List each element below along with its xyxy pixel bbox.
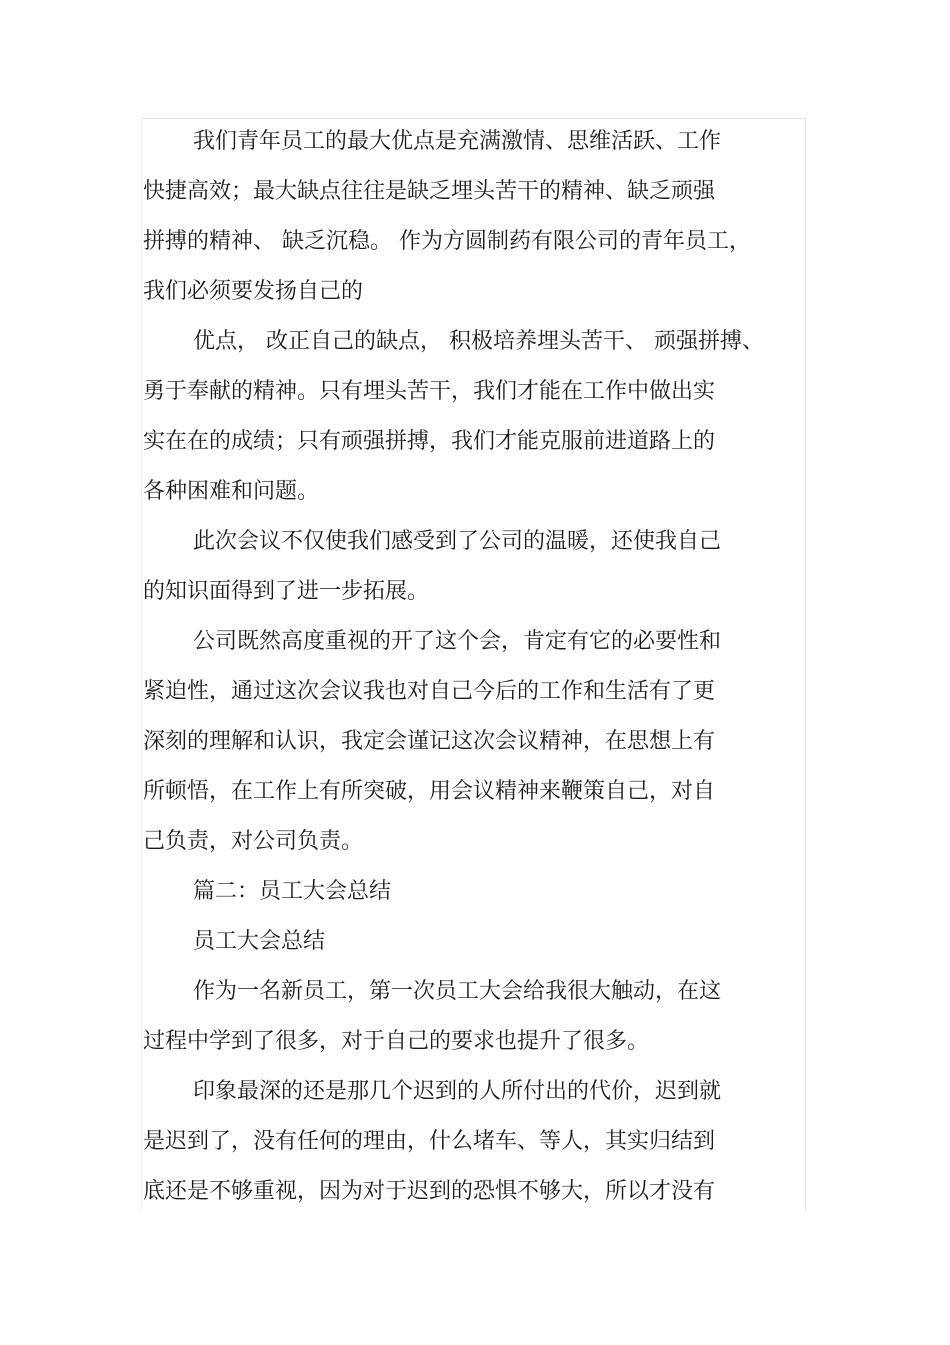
text-line: 优点， 改正自己的缺点， 积极培养埋头苦干、 顽强拼搏、 — [193, 329, 764, 354]
text-line: 印象最深的还是那几个迟到的人所付出的代价，迟到就 — [193, 1079, 722, 1104]
text-line: 紧迫性，通过这次会议我也对自己今后的工作和生活有了更 — [143, 679, 716, 704]
text-line: 己负责，对公司负责。 — [143, 829, 364, 854]
text-line: 此次会议不仅使我们感受到了公司的温暖，还使我自己 — [193, 529, 722, 554]
text-line: 过程中学到了很多，对于自己的要求也提升了很多。 — [143, 1029, 650, 1054]
text-line: 我们必须要发扬自己的 — [143, 279, 364, 304]
text-line: 是迟到了，没有任何的理由，什么堵车、等人，其实归结到 — [143, 1129, 716, 1154]
text-line: 拼搏的精神、 缺乏沉稳。 作为方圆制药有限公司的青年员工， — [143, 229, 751, 254]
text-line: 深刻的理解和认识，我定会谨记这次会议精神，在思想上有 — [143, 729, 716, 754]
text-line: 的知识面得到了进一步拓展。 — [143, 579, 430, 604]
text-line: 各种困难和问题。 — [143, 479, 320, 504]
text-line: 我们青年员工的最大优点是充满激情、思维活跃、工作 — [193, 129, 722, 154]
text-line: 所顿悟，在工作上有所突破，用会议精神来鞭策自己，对自 — [143, 779, 716, 804]
text-line: 篇二：员工大会总结 — [193, 879, 392, 904]
text-line: 实在在的成绩；只有顽强拼搏，我们才能克服前进道路上的 — [143, 429, 716, 454]
text-line: 员工大会总结 — [193, 929, 326, 954]
document-body — [143, 117, 843, 1217]
text-line: 底还是不够重视，因为对于迟到的恐惧不够大，所以才没有 — [143, 1179, 716, 1204]
text-line: 勇于奉献的精神。只有埋头苦干，我们才能在工作中做出实 — [143, 379, 716, 404]
text-line: 快捷高效；最大缺点往往是缺乏埋头苦干的精神、缺乏顽强 — [143, 179, 716, 204]
text-line: 作为一名新员工，第一次员工大会给我很大触动，在这 — [193, 979, 722, 1004]
text-line: 公司既然高度重视的开了这个会，肯定有它的必要性和 — [193, 629, 722, 654]
